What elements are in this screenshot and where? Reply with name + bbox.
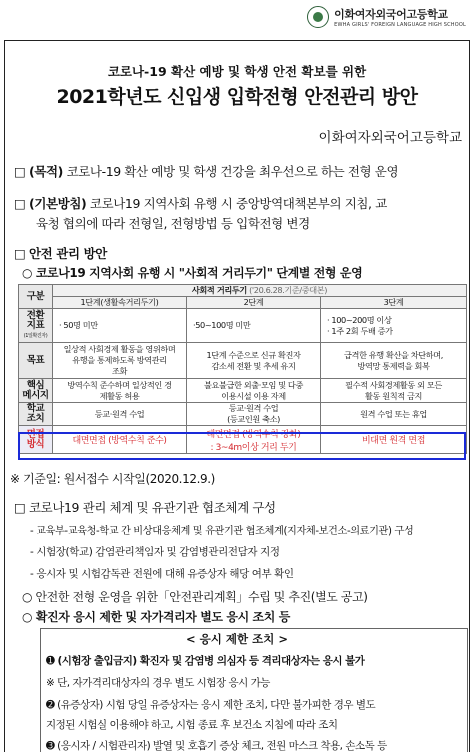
- safety-plan-bullet: ○ 안전한 전형 운영을 위한「안전관리계획」수립 및 추진(별도 공고): [22, 590, 368, 604]
- safety-head-line: [14, 244, 107, 262]
- system-item-2: - 시험장(학교) 감염관리책임자 및 감염병관리전담자 지정: [30, 546, 280, 558]
- table-header-stage-1: 1단계(생활속거리두기): [53, 297, 187, 309]
- table-cell: · 100~200명 이상 · 1주 2회 두배 증가: [321, 309, 467, 343]
- table-cell: 등교·원격 수업 (등교인원 축소): [187, 403, 321, 426]
- table-header-stage-2: 2단계: [187, 297, 321, 309]
- table-cell: 비대면 원격 면접: [321, 426, 467, 454]
- table-row: [19, 343, 467, 379]
- policy-line-2: 육청 협의에 따라 전형일, 전형방법 등 입학전형 변경: [36, 216, 310, 231]
- issuer-name: 이화여자외국어고등학교: [318, 130, 462, 146]
- table-cell: 필수적 사회경제활동 외 모든 활동 원칙적 금지: [321, 379, 467, 403]
- criterion-note: ※ 기준일: 원서접수 시작일(2020.12.9.): [10, 472, 215, 486]
- restriction-line-5: ➌ (응시자 / 시험관리자) 발열 및 호흡기 증상 체크, 전원 마스크 착용, 손소독 등: [46, 740, 387, 752]
- bullet-stage-operation: ○ 코로나19 지역사회 유행 시 "사회적 거리두기" 단계별 전형 운영: [22, 266, 363, 280]
- table-cell: 원격 수업 또는 휴업: [321, 403, 467, 426]
- table-header-gubun: 구분: [19, 285, 53, 309]
- table-cell: ·50~100명 미만: [187, 309, 321, 343]
- restriction-line-2: ※ 단, 자가격리대상자의 경우 별도 시험장 응시 가능: [46, 677, 270, 689]
- safety-head: 안전 관리 방안: [29, 246, 107, 261]
- table-cell: 1단계 수준으로 신규 확진자 감소세 전환 및 추세 유지: [187, 343, 321, 379]
- policy-checkbox: □: [14, 196, 26, 211]
- logo-school-name-ko: 이화여자외국어고등학교: [334, 8, 448, 21]
- table-cell: 방역수칙 준수하며 일상적인 경 제활동 허용: [53, 379, 187, 403]
- table-cell: 불요불급한 외출·모임 및 다중 이용시설 이용 자제: [187, 379, 321, 403]
- table-row-interview: [19, 426, 467, 454]
- policy-line-1: [14, 194, 387, 212]
- distancing-stage-table: [18, 284, 467, 454]
- row-label-school-action: 학교 조치: [19, 403, 53, 426]
- document-title: 2021학년도 신입생 입학전형 안전관리 방안: [56, 86, 418, 108]
- system-head: □ 코로나19 관리 체계 및 유관기관 협조체계 구성: [14, 500, 276, 515]
- purpose-checkbox: □: [14, 164, 26, 179]
- restriction-line-4: 지정된 시험실 이용해야 하고, 시험 종료 후 보건소 지침에 따라 조치: [46, 719, 338, 731]
- table-header-group: 사회적 거리두기 ('20.6.28.기준/중대본): [53, 285, 467, 297]
- table-cell: 대면면접 (방역수칙 강화) : 3~4m이상 거리 두기: [187, 426, 321, 454]
- table-row: [19, 403, 467, 426]
- restriction-line-1: ➊ (시험장 출입금지) 확진자 및 감염병 의심자 등 격리대상자는 응시 불가: [46, 655, 365, 667]
- policy-head: (기본방침): [29, 196, 87, 211]
- purpose-line: [14, 162, 398, 180]
- system-item-1: - 교육부-교육청-학교 간 비상대응체계 및 유관기관 협조체계(지자체-보건소-의료기관) 구성: [30, 526, 414, 537]
- table-cell: 급격한 유행 확산을 차단하며, 방역망 통제력을 회복: [321, 343, 467, 379]
- safety-checkbox: □: [14, 246, 26, 261]
- row-label-goal: 목표: [19, 343, 53, 379]
- table-row: [19, 379, 467, 403]
- table-cell: 일상적 사회경제 활동을 영위하며 유행을 통제하도록 방역관리 조화: [53, 343, 187, 379]
- purpose-head: (목적): [29, 164, 63, 179]
- row-label-message: 핵심 메시지: [19, 379, 53, 403]
- table-row: [19, 309, 467, 343]
- school-seal-icon: [307, 6, 329, 28]
- logo-school-name-en: EWHA GIRLS' FOREIGN LANGUAGE HIGH SCHOOL: [334, 22, 466, 28]
- isolation-bullet: ○ 확진자 응시 제한 및 자가격리자 별도 응시 조치 등: [22, 610, 290, 624]
- purpose-body: 코로나-19 확산 예방 및 학생 건강을 최우선으로 하는 전형 운영: [66, 164, 399, 179]
- document-subtitle: 코로나-19 확산 예방 및 학생 안전 확보를 위한: [107, 64, 367, 79]
- table-cell: 등교·원격 수업: [53, 403, 187, 426]
- restriction-line-3: ➋ (유증상자) 시험 당일 유증상자는 응시 제한 조치, 다만 불가피한 경우 별도: [46, 699, 376, 711]
- table-cell: · 50명 미만: [53, 309, 187, 343]
- table-cell: 대면면접 (방역수칙 준수): [53, 426, 187, 454]
- policy-body-1: 코로나19 지역사회 유행 시 중앙방역대책본부의 지침, 교: [89, 196, 387, 211]
- school-logo: [307, 6, 466, 28]
- system-item-3: - 응시자 및 시험감독관 전원에 대해 유증상자 해당 여부 확인: [30, 568, 294, 580]
- row-label-interview: 면접 방식: [19, 426, 53, 454]
- row-label-indicator: 전환 지표 (1일확진자): [19, 309, 53, 343]
- table-header-stage-3: 3단계: [321, 297, 467, 309]
- restriction-title: < 응시 제한 조치 >: [186, 632, 288, 646]
